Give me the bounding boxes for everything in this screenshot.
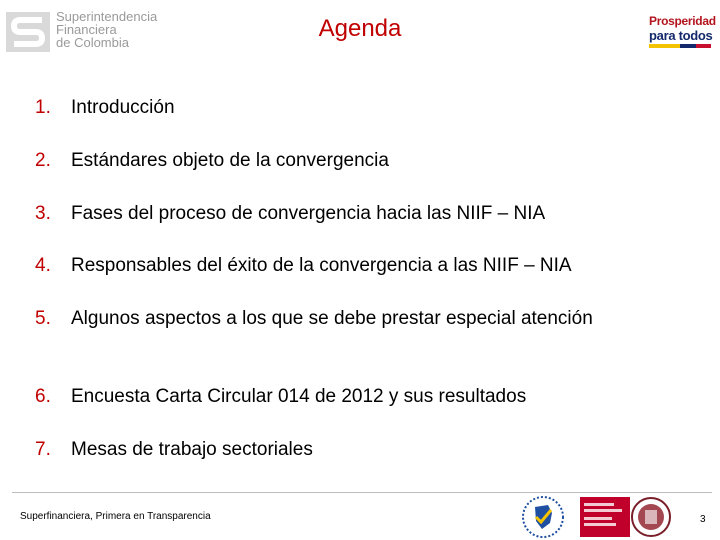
agenda-item-text: Estándares objeto de la convergencia — [71, 150, 389, 171]
iso-certification-badge — [580, 497, 630, 537]
agenda-item-text: Encuesta Carta Circular 014 de 2012 y sus resultados — [71, 386, 527, 407]
footer-divider — [12, 492, 712, 493]
org-name-line: Superintendencia — [56, 9, 158, 24]
agenda-item-number: 7. — [35, 439, 51, 460]
slide-title: Agenda — [318, 15, 402, 42]
bureau-veritas-seal-icon — [630, 495, 672, 539]
colombia-map-certification-icon — [520, 495, 566, 539]
agenda-item-number: 6. — [35, 386, 51, 407]
prosperidad-logo-line2: para todos — [649, 28, 713, 43]
agenda-item-text: Algunos aspectos a los que se debe prestar especial atención — [71, 308, 593, 329]
agenda-item-number: 1. — [35, 97, 51, 118]
page-number: 3 — [700, 514, 706, 525]
agenda-item-text: Introducción — [71, 97, 175, 118]
agenda-item-number: 2. — [35, 150, 51, 171]
agenda-item-text: Responsables del éxito de la convergencia a las NIIF – NIA — [71, 255, 572, 276]
agenda-item-number: 3. — [35, 203, 51, 224]
org-name-line: de Colombia — [56, 35, 129, 50]
agenda-item-text: Mesas de trabajo sectoriales — [71, 439, 313, 460]
agenda-item-number: 4. — [35, 255, 51, 276]
agenda-item-number: 5. — [35, 308, 51, 329]
prosperidad-logo — [646, 14, 716, 48]
org-name-line: Financiera — [56, 22, 117, 37]
prosperidad-logo-line1: Prosperidad — [649, 14, 716, 28]
colombia-flag-stripe-icon — [649, 44, 711, 48]
footer-tagline: Superfinanciera, Primera en Transparencia — [20, 511, 211, 522]
agenda-item-text: Fases del proceso de convergencia hacia las NIIF – NIA — [71, 203, 546, 224]
